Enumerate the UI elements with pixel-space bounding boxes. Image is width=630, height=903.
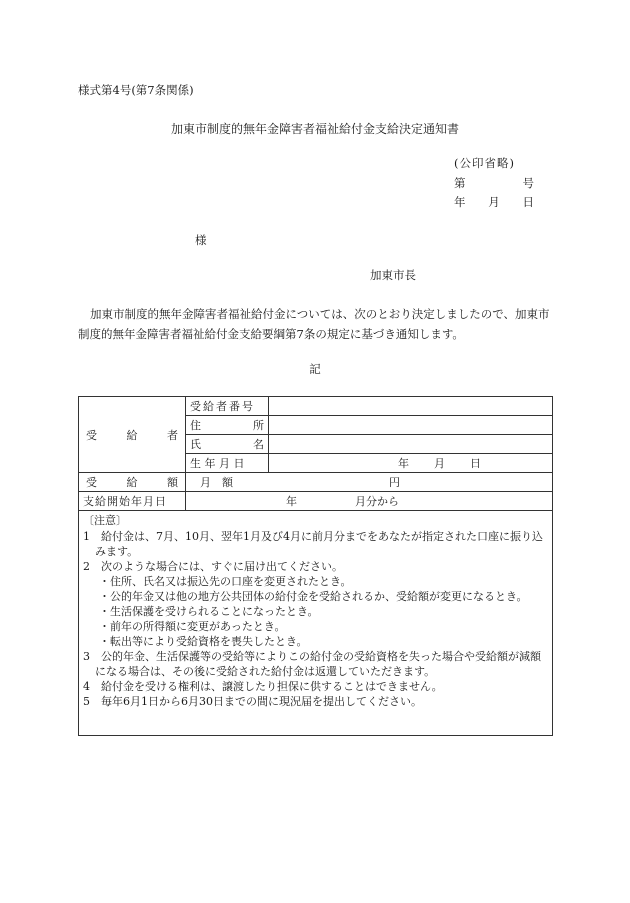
- note-sub-item: ・生活保護を受けられることになったとき。: [99, 605, 319, 618]
- document-number-line: [454, 175, 534, 191]
- birthdate-value: 年 月 日: [269, 454, 553, 473]
- recipient-label-char: 受: [86, 428, 97, 442]
- number-suffix: 号: [522, 176, 534, 190]
- recipient-label-char: 給: [126, 428, 138, 442]
- amount-value-cell: [186, 473, 553, 492]
- date-year: 年: [454, 195, 466, 209]
- issue-date-line: [454, 194, 534, 210]
- date-month: 月: [488, 195, 500, 209]
- note-item: 1 給付金は、7月、10月、翌年1月及び4月に前月分までをあなたが指定された口座に振り込みます。: [83, 530, 543, 558]
- note-item: 2 次のような場合には、すぐに届け出てください。: [83, 560, 343, 573]
- date-day: 日: [522, 195, 534, 209]
- recipient-suffix: 様: [195, 233, 207, 247]
- body-paragraph: 加東市制度的無年金障害者福祉給付金については、次のとおり決定しましたので、加東市制度的無年金障害者福祉給付金支給要綱第7条の規定に基づき通知します。: [78, 307, 550, 341]
- note-item: 3 公的年金、生活保護等の受給等によりこの給付金の受給資格を失った場合や受給額が減額になる場合は、その後に受給された給付金は返還していただきます。: [83, 650, 541, 678]
- start-date-value: 年 月分から: [186, 492, 553, 511]
- note-sub-item: ・転出等により受給資格を喪失したとき。: [99, 635, 308, 648]
- seal-omitted-note: (公印省略): [454, 156, 515, 170]
- recipient-no-value: [269, 397, 553, 416]
- amount-label-cell: 受 給 額: [79, 473, 186, 492]
- issuer-name: 加東市長: [370, 268, 416, 282]
- yen-unit: 円: [389, 476, 400, 489]
- note-sub-item: ・住所、氏名又は振込先の口座を変更されたとき。: [99, 575, 352, 588]
- document-title: 加東市制度的無年金障害者福祉給付金支給決定通知書: [170, 122, 459, 136]
- recipient-label-char: 者: [167, 428, 178, 442]
- table-row: [79, 397, 553, 416]
- name-value: [269, 435, 553, 454]
- note-sub-item: ・前年の所得額に変更があったとき。: [99, 620, 286, 633]
- note-sub-item: ・公的年金又は他の地方公共団体の給付金を受給されるか、受給額が変更になるとき。: [99, 590, 528, 603]
- ki-heading: 記: [309, 362, 321, 376]
- form-number: 様式第4号(第7条関係): [78, 83, 194, 97]
- birthdate-label: 生 年 月 日: [186, 454, 269, 473]
- notes-cell: [79, 511, 553, 736]
- notes-header: 〔注意〕: [83, 514, 127, 527]
- note-item: 4 給付金を受ける権利は、譲渡したり担保に供することはできません。: [83, 680, 443, 693]
- monthly-label: 月 額: [200, 476, 233, 489]
- start-date-label: 支給開始年月日: [79, 492, 186, 511]
- table-row: [79, 511, 553, 736]
- table-row: [79, 473, 553, 492]
- number-prefix: 第: [454, 176, 466, 190]
- benefit-table: [78, 396, 553, 736]
- table-row: [79, 492, 553, 511]
- name-label: 氏 名: [186, 435, 269, 454]
- note-item: 5 毎年6月1日から6月30日までの間に現況届を提出してください。: [83, 695, 422, 708]
- address-label: 住 所: [186, 416, 269, 435]
- recipient-no-label: 受給者番号: [186, 397, 269, 416]
- recipient-label-cell: [79, 397, 186, 473]
- address-value: [269, 416, 553, 435]
